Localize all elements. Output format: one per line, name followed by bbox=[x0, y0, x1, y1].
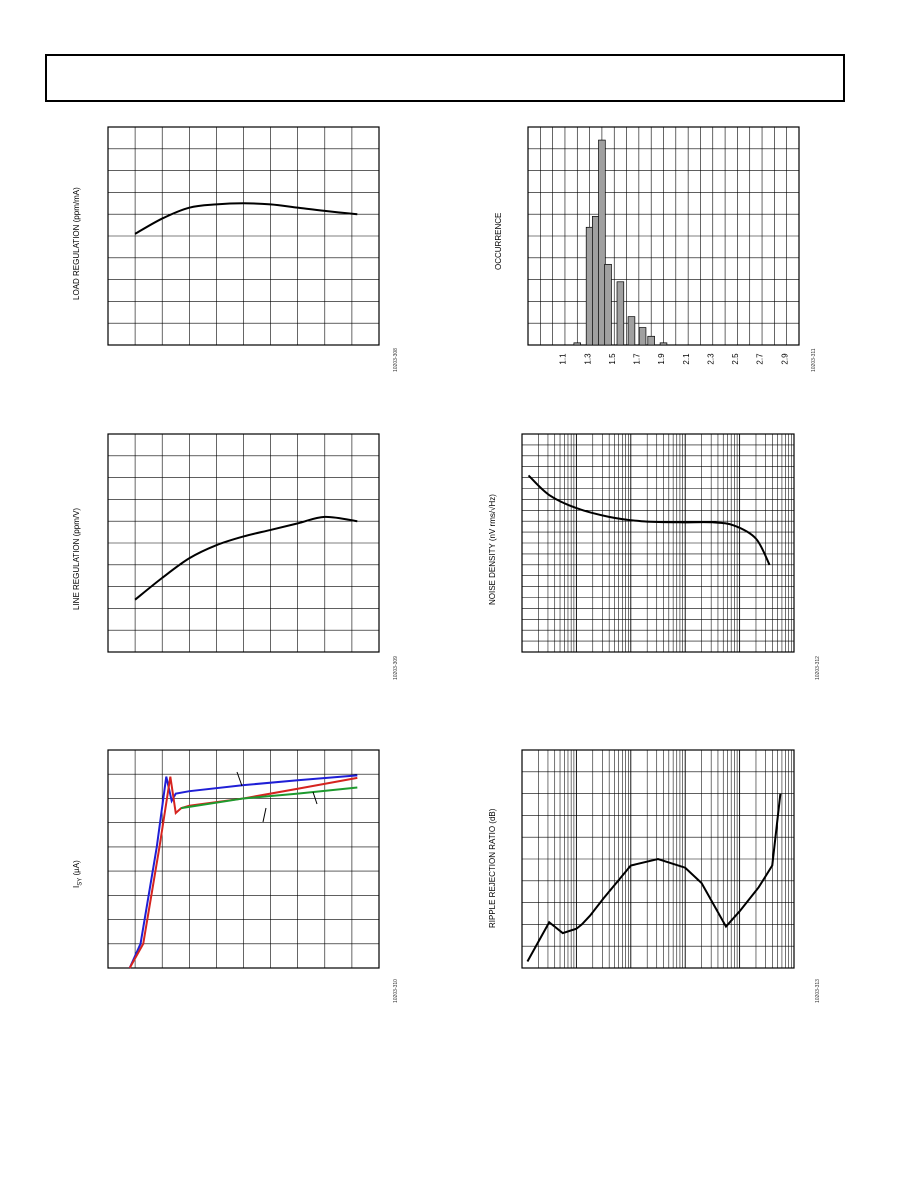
line-regulation-ylabel: LINE REGULATION (ppm/V) bbox=[72, 507, 81, 610]
ripple-rejection-fig-id: 10203-313 bbox=[815, 979, 821, 1003]
occurrence-x-tick-label: 1.9 bbox=[657, 353, 667, 365]
occurrence-fig-id: 10203-311 bbox=[811, 348, 817, 372]
line-regulation-fig-id: 10203-309 bbox=[393, 656, 399, 680]
occurrence-x-tick-label: 2.1 bbox=[681, 353, 691, 365]
occurrence-x-tick-label: 1.1 bbox=[558, 353, 568, 365]
ripple-rejection-series-1 bbox=[527, 794, 780, 962]
occurrence-ylabel: OCCURRENCE bbox=[494, 212, 503, 270]
load-regulation-fig-id: 10203-308 bbox=[393, 348, 399, 372]
ripple-rejection-ylabel: RIPPLE REJECTION RATIO (dB) bbox=[488, 808, 497, 928]
occurrence-x-tick-label: 1.7 bbox=[632, 353, 642, 365]
supply-current-ylabel-unit: (µA) bbox=[72, 860, 81, 878]
occurrence-x-tick-label: 1.3 bbox=[583, 353, 593, 365]
occurrence-x-tick-label: 2.7 bbox=[755, 353, 765, 365]
occurrence-x-tick-label: 2.9 bbox=[780, 353, 790, 365]
noise-density-ylabel: NOISE DENSITY (nV rms/√Hz) bbox=[488, 494, 497, 605]
load-regulation-ylabel: LOAD REGULATION (ppm/mA) bbox=[72, 187, 81, 300]
occurrence-x-tick-label: 2.3 bbox=[706, 353, 716, 365]
noise-density-fig-id: 10203-312 bbox=[815, 656, 821, 680]
occurrence-x-tick-label: 1.5 bbox=[607, 353, 617, 365]
supply-current-fig-id: 10203-310 bbox=[393, 979, 399, 1003]
supply-current-ylabel-main: I bbox=[72, 885, 81, 888]
supply-current-ylabel-sub: SY bbox=[77, 877, 84, 886]
occurrence-x-tick-label: 2.5 bbox=[731, 353, 741, 365]
